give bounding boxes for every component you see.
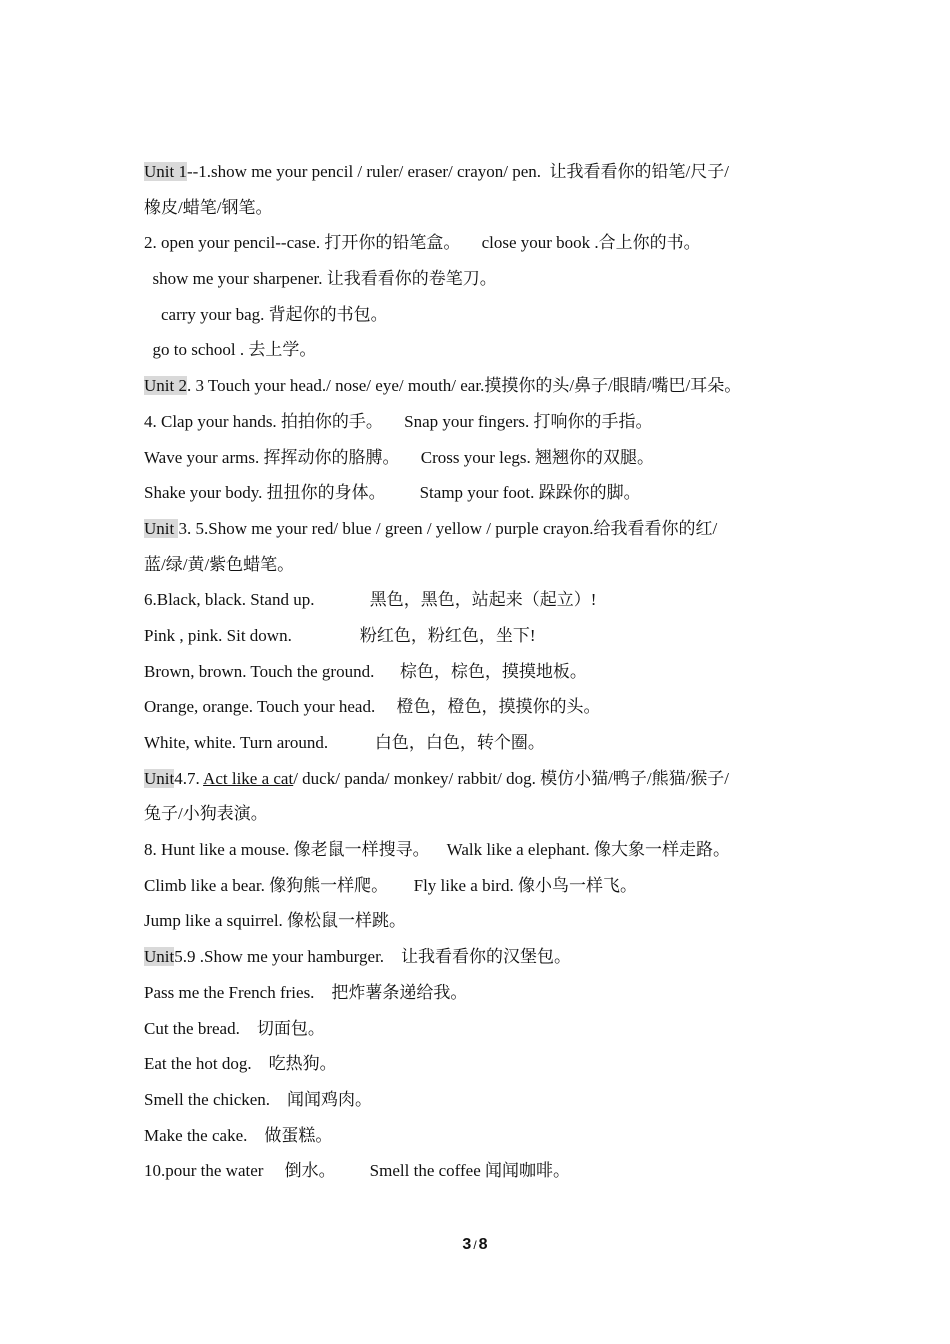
text-line: [144, 547, 824, 583]
text-line: [144, 404, 824, 440]
line-text: . 3 Touch your head./ nose/ eye/ mouth/ ear.摸摸你的头/鼻子/眼睛/嘴巴/耳朵。: [186, 376, 742, 396]
line-indent: [144, 340, 153, 359]
line-text: White, white. Turn around. 白色，白色，转个圈。: [144, 733, 545, 752]
text-line: [144, 225, 824, 261]
page-total: 8: [478, 1236, 488, 1253]
line-text: go to school . 去上学。: [152, 340, 317, 360]
line-text: 3. 5.Show me your red/ blue / green / yellow / purple crayon.给我看看你的红/: [178, 518, 718, 538]
line-text: Climb like a bear. 像狗熊一样爬。 Fly like a bird. 像小鸟一样飞。: [144, 875, 637, 895]
line-text: carry your bag. 背起你的书包。: [161, 304, 388, 324]
text-line: [144, 297, 824, 333]
line-text: Orange, orange. Touch your head. 橙色，橙色，摸摸你的头。: [144, 697, 601, 717]
line-text: Pass me the French fries. 把炸薯条递给我。: [144, 982, 468, 1002]
line-text: Make the cake. 做蛋糕。: [144, 1125, 333, 1145]
text-line: [144, 368, 824, 404]
text-line: [144, 475, 824, 511]
text-line: [144, 1046, 824, 1082]
line-text: Shake your body. 扭扭你的身体。 Stamp your foot. 跺跺你的脚。: [144, 483, 641, 503]
text-line: [144, 261, 824, 297]
page-current: 3: [462, 1236, 472, 1253]
line-text: Eat the hot dog. 吃热狗。: [144, 1054, 337, 1074]
text-line: [144, 796, 824, 832]
line-text: Wave your arms. 挥挥动你的胳膊。 Cross your legs. 翘翘你的双腿。: [144, 447, 655, 467]
line-text: 8. Hunt like a mouse. 像老鼠一样搜寻。 Walk like a elephant. 像大象一样走路。: [144, 840, 730, 860]
line-text: 2. open your pencil--case. 打开你的铅笔盒。 close your book .合上你的书。: [144, 233, 701, 253]
line-indent: [144, 305, 161, 324]
text-line: [144, 975, 824, 1011]
text-line: [144, 154, 824, 190]
page-separator: /: [473, 1238, 477, 1252]
text-line: [144, 903, 824, 939]
text-line: [144, 1153, 824, 1189]
text-line: [144, 654, 824, 690]
text-line: [144, 1011, 824, 1047]
line-text: 蓝/绿/黄/紫色蜡笔。: [144, 554, 295, 574]
line-text: / duck/ panda/ monkey/ rabbit/ dog. 模仿小猫/鸭子/熊猫/猴子/: [293, 768, 730, 788]
line-text: Jump like a squirrel. 像松鼠一样跳。: [144, 911, 407, 931]
text-line: [144, 868, 824, 904]
line-text: Smell the chicken. 闻闻鸡肉。: [144, 1089, 373, 1109]
line-indent: [144, 269, 153, 288]
text-line: [144, 832, 824, 868]
line-text: Cut the bread. 切面包。: [144, 1018, 325, 1038]
unit-label: Unit: [144, 518, 179, 538]
unit-label: Unit 1: [144, 162, 187, 181]
text-line: [144, 618, 824, 654]
line-text: 橡皮/蜡笔/钢笔。: [144, 197, 273, 217]
unit-label: Unit: [144, 768, 175, 788]
underlined-text: Act like a cat: [203, 768, 294, 788]
text-line: [144, 689, 824, 725]
text-line: [144, 332, 824, 368]
text-line: [144, 511, 824, 547]
line-text: 5.9 .Show me your hamburger. 让我看看你的汉堡包。: [174, 947, 572, 967]
line-text: 兔子/小狗表演。: [144, 804, 268, 824]
line-text: show me your sharpener. 让我看看你的卷笔刀。: [152, 269, 497, 289]
document-body: [144, 154, 824, 1189]
line-text: Pink , pink. Sit down. 粉红色，粉红色，坐下!: [144, 625, 536, 645]
text-line: [144, 761, 824, 797]
text-line: [144, 939, 824, 975]
text-line: [144, 1118, 824, 1154]
text-line: [144, 440, 824, 476]
line-text: 4.7.: [174, 768, 204, 788]
unit-label: Unit: [144, 947, 175, 967]
line-text: --1.show me your pencil / ruler/ eraser/ crayon/ pen. 让我看看你的铅笔/尺子/: [186, 162, 729, 181]
line-text: 6.Black, black. Stand up. 黑色，黑色，站起来（起立）!: [144, 590, 597, 610]
line-text: 4. Clap your hands. 拍拍你的手。 Snap your fingers. 打响你的手指。: [144, 411, 653, 431]
text-line: [144, 582, 824, 618]
unit-label: Unit 2: [144, 376, 187, 396]
text-line: [144, 190, 824, 226]
line-text: Brown, brown. Touch the ground. 棕色，棕色，摸摸地板。: [144, 661, 587, 681]
text-line: [144, 1082, 824, 1118]
line-text: 10.pour the water 倒水。 Smell the coffee 闻闻咖啡。: [144, 1161, 571, 1181]
text-line: [144, 725, 824, 761]
page-number: [0, 1236, 950, 1254]
